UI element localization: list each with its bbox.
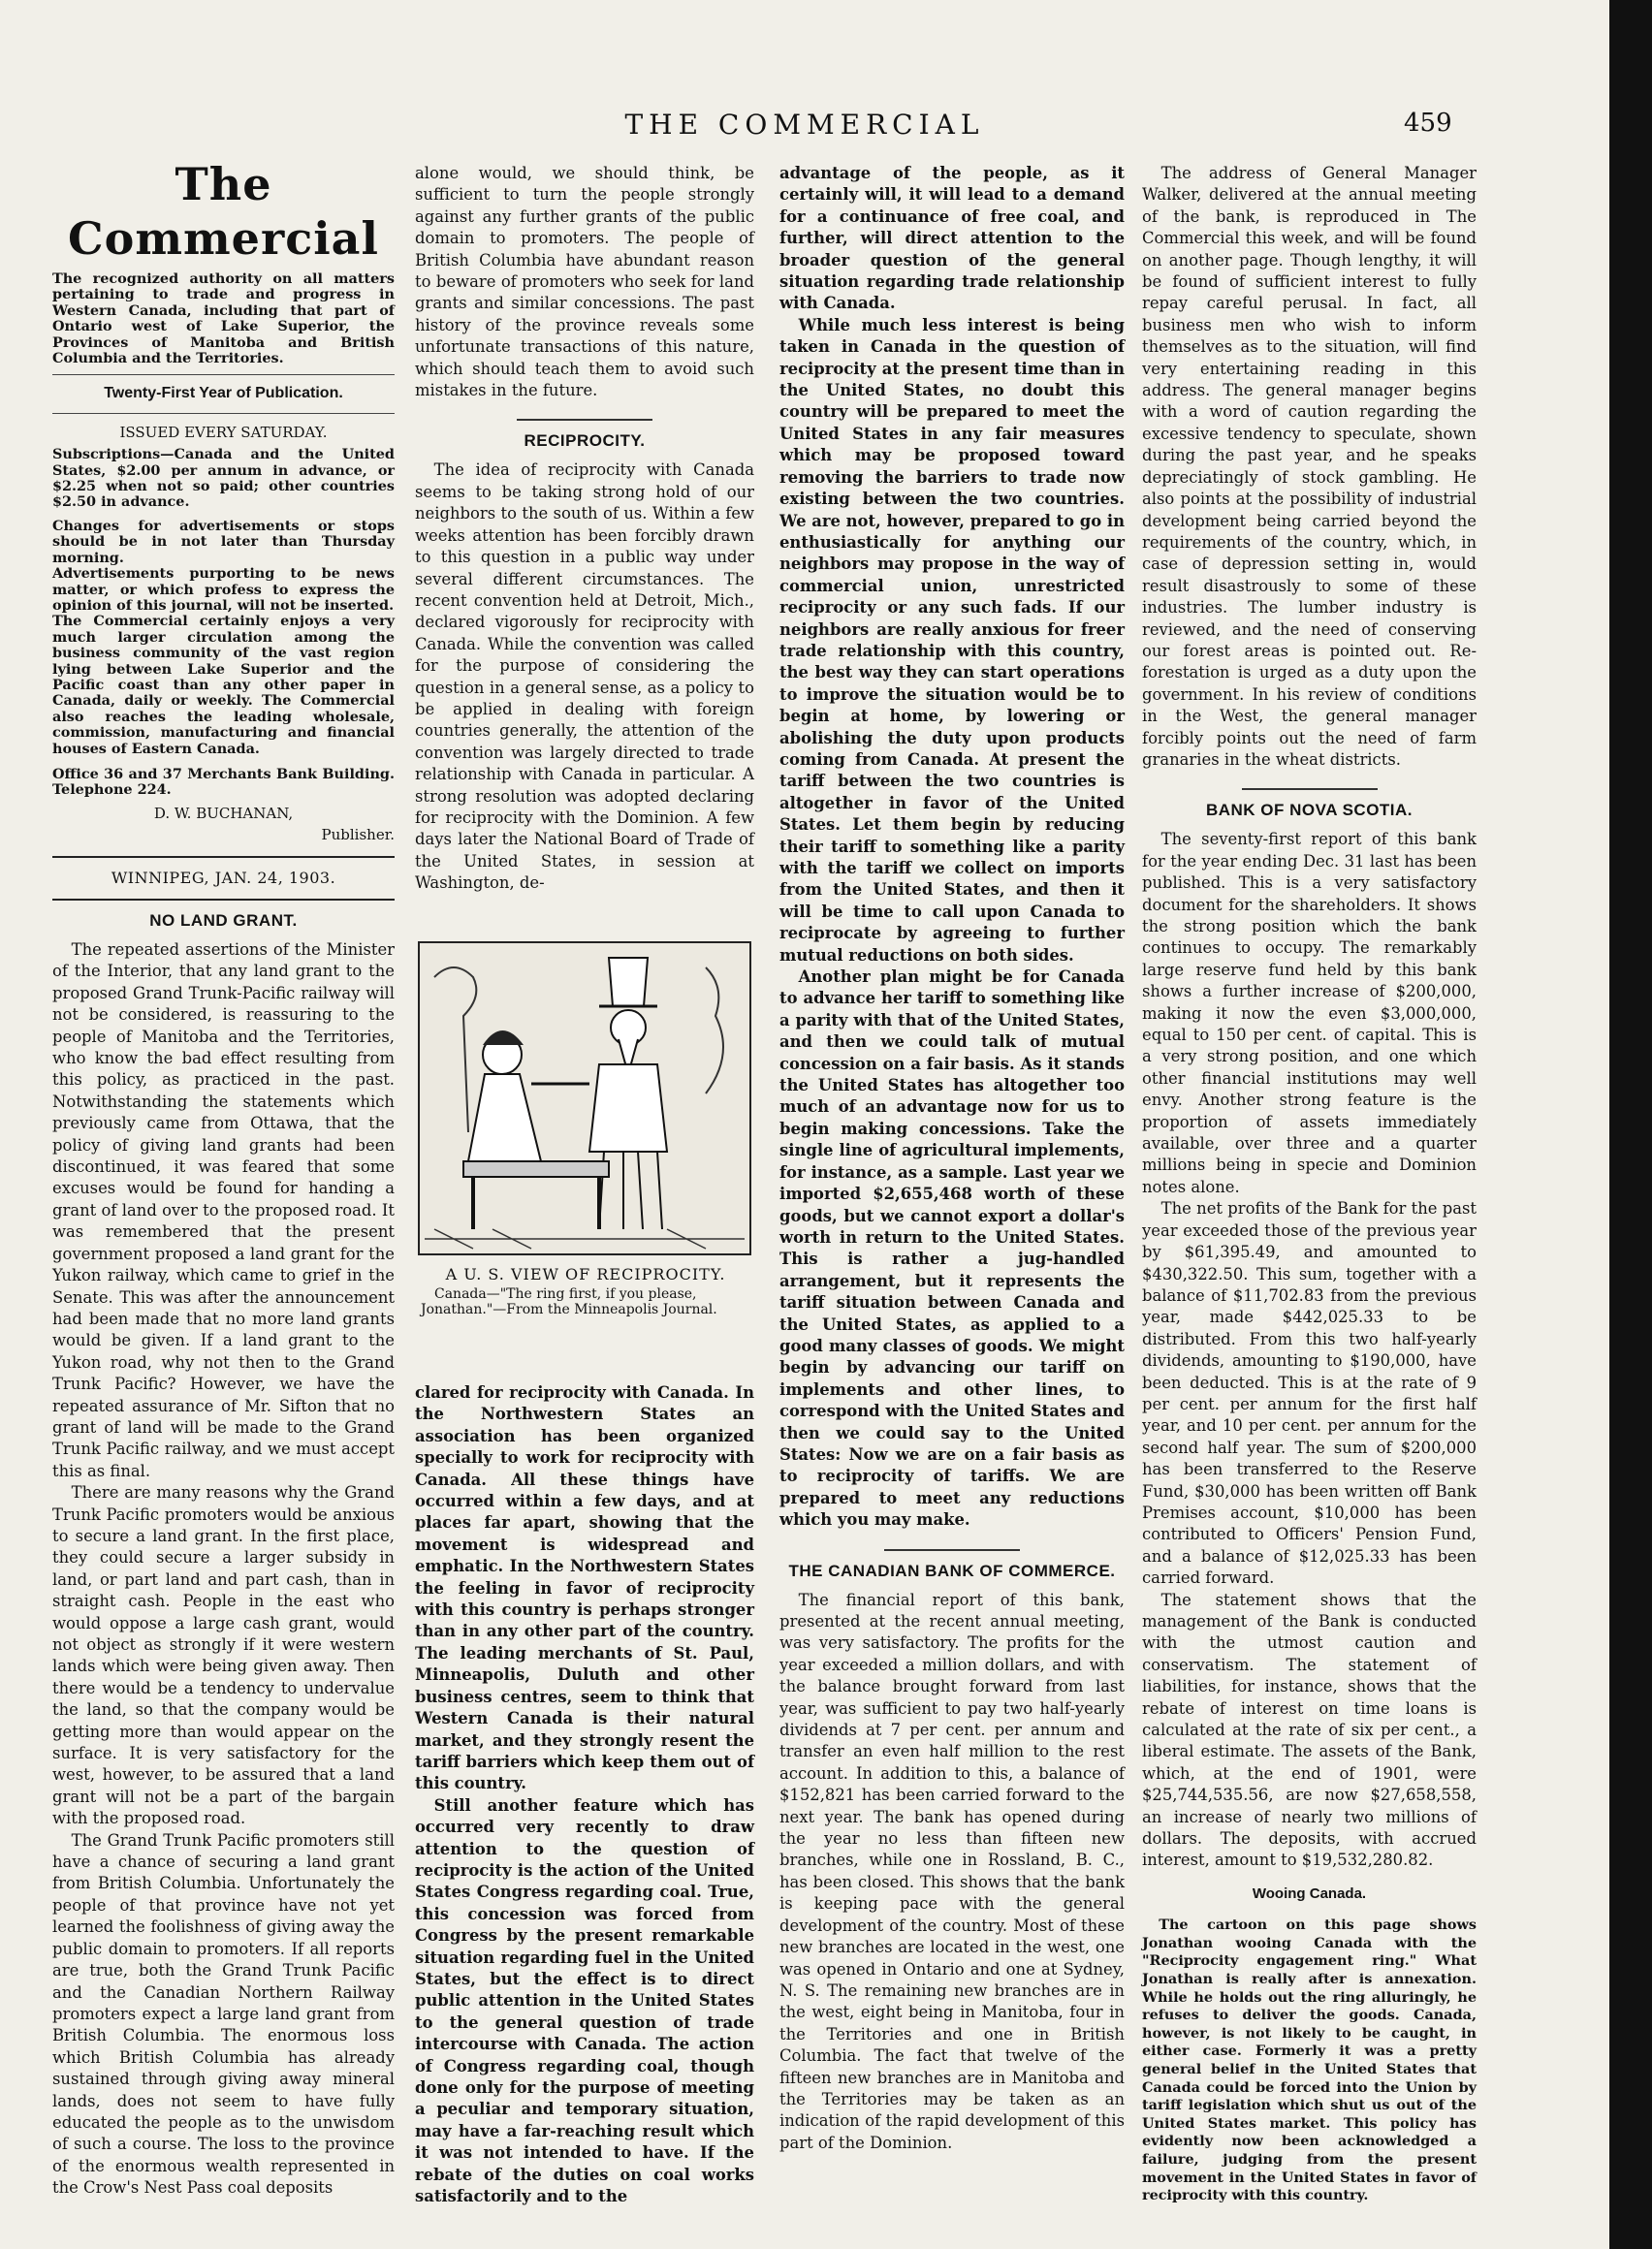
reciprocity-paragraph-3: Still another feature which has occurred very recently to draw attention to the question of reciprocity is the action of the United States Congress regarding coal. True, this concession was forced from Congress by the present remarkable situation regarding fuel in the United States, but the effect is to direct public attention in the United States to the general question of trade intercourse with Canada. The action of Congress regarding coal, though done only for the purpose of meeting a peculiar and temporary situation, may have a far-reaching result which it was not intended to have. If the rebate of the duties on coal works satisfactorily and to the xyxy=(415,1795,754,2206)
dateline: WINNIPEG, JAN. 24, 1903. xyxy=(111,868,336,887)
changes-notice: Changes for advertisements or stops should be in not later than Thursday morning. xyxy=(52,517,395,566)
nova-scotia-paragraph-2: The net profits of the Bank for the past year exceeded those of the previous year by $61,395.49, and amounted to $430,322.50. This sum, together with a balance of $11,702.83 from the previous year, made $442,025.33 to be distributed. From this two half-yearly dividends, amounting to $190,000, have been deducted. This is at the rate of 9 per cent. per annum for the first half year, and 10 per cent. per annum for the second half year. The sum of $200,000 has been transferred to the Reserve Fund, $30,000 has been written off Bank Premises account, $10,000 has been contributed to Officers' Pension Fund, and a balance of $12,025.33 has been carried forward. xyxy=(1142,1199,1477,1588)
advertisements-notice: Advertisements purporting to be news matter, or which profess to express the opinion of this journal, will not be inserted. xyxy=(52,565,395,614)
column-3 xyxy=(779,163,1125,2154)
no-land-grant-paragraph-2: There are many reasons why the Grand Trunk Pacific promoters would be anxious to secure a land grant. In the first place, they could secure a larger subsidy in land, or part land and part cash, than in straight cash. People in the east who would oppose a large cash grant, would not object as strongly if it were western lands which were being given away. Then there would be a tendency to undervalue the land, so that the company would be getting more than would appear on the surface. It is very satisfactory for the west, however, to be assured that a land grant will not be a part of the bargain with the proposed road. xyxy=(52,1483,395,1828)
divider xyxy=(52,899,395,901)
reciprocity-paragraph-4: advantage of the people, as it certainly will, it will lead to a demand for a continuance of free coal, and further, will direct attention to the broader question of the general situation regarding trade relationship with Canada. xyxy=(779,164,1125,313)
nova-scotia-paragraph-1: The seventy-first report of this bank for the year ending Dec. 31 last has been published. This is a very satisfactory document for the shareholders. It shows the strong position which the bank continues to occupy. The remarkably large reserve fund held by this bank shows a further increase of $200,000, making it now the even $3,000,000, equal to 150 per cent. of capital. This is a very strong position, and one which other financial institutions may well envy. Another strong feature is the proportion of assets immediately available, over three and a quarter millions being in specie and Dominion notes alone. xyxy=(1142,830,1477,1196)
subscriptions-notice: Subscriptions—Canada and the United States, $2.00 per annum in advance, or $2.25 when not so paid; other countries $2.50 in advance. xyxy=(52,446,395,511)
reciprocity-paragraph-6: Another plan might be for Canada to advance her tariff to something like a parity with that of the United States, and then we could talk of mutual concession on a fair basis. As it stands the United States has altogether too much of an advantage now for us to begin making concessions. Take the single line of agricultural implements, for instance, as a sample. Last year we imported $2,655,468 worth of these goods, but we cannot export a dollar's worth in return to the United States. This is rather a jug-handled arrangement, but it represents the tariff situation between Canada and the United States, as applied to a good many classes of goods. We might begin by advancing our tariff on implements and other lines, to correspond with the United States and then we could say to the United States: Now we are on a fair basis as to reciprocity of tariffs. We are prepared to meet any reductions which you may make. xyxy=(779,967,1125,1530)
divider xyxy=(517,419,652,421)
no-land-grant-paragraph-1: The repeated assertions of the Minister of the Interior, that any land grant to the proposed Grand Trunk-Pacific railway will not be considered, is reassuring to the people of Manitoba and the Territories, who know the bad effect resulting from this policy, as practiced in the past. Notwithstanding the statements which previously came from Ottawa, that the policy of giving land grants had been discontinued, it was feared that some excuses would be found for handing a grant of land over to the proposed road. It was remembered that the present government proposed a land grant for the Yukon railway, which came to grief in the Senate. This was after the announcement had been made that no more land grants would be given. If a land grant to the Yukon road, why not then to the Grand Trunk Pacific? However, we have the repeated assurance of Mr. Sifton that no grant of land will be made to the Grand Trunk Pacific railway, and we must accept this as final. xyxy=(52,940,395,1480)
cartoon-caption: Canada—"The ring first, if you please, Jonathan."—From the Minneapolis Journal. xyxy=(421,1286,717,1317)
nova-scotia-paragraph-3: The statement shows that the management of the Bank is conducted with the utmost caution and conservatism. The statement of liabilities, for instance, shows that the rebate of interest on time loans is calculated at the rate of six per cent., a liberal estimate. The assets of the Bank, which, at the end of 1901, were $25,744,535.56, are now $27,658,558, an increase of nearly two millions of dollars. The deposits, with accrued interest, amount to $19,532,280.82. xyxy=(1142,1590,1477,1870)
commerce-paragraph-2: The address of General Manager Walker, delivered at the annual meeting of the bank, is reproduced in The Commercial this week, and will be found on another page. Though lengthy, it will be found of sufficient interest to fully repay careful perusal. In fact, all business men who wish to inform themselves as to the situation, will find very entertaining reading in this address. The general manager begins with a word of caution regarding the excessive tendency to speculate, shown during the past year, and he speaks depreciatingly of stock gambling. He also points at the possibility of industrial development being carried beyond the requirements of the country, which, in case of depression setting in, would result disastrously to some of these industries. The lumber industry is reviewed, and the need of conserving our forest areas is pointed out. Re-forestation is urged as a duty upon the government. In his review of conditions in the West, the general manager forcibly points out the need of farm granaries in the wheat districts. xyxy=(1142,164,1477,769)
commerce-paragraph-1: The financial report of this bank, presented at the recent annual meeting, was very satisfactory. The profits for the year exceeded a million dollars, and with the balance brought forward from last year, was sufficient to pay two half-yearly dividends at 7 per cent. per annum and transfer an even half million to the rest account. In addition to this, a balance of $152,821 has been carried forward to the next year. The bank has opened during the year no less than fifteen new branches, while one in Rossland, B. C., has been closed. This shows that the bank is keeping pace with the general development of the country. Most of these new branches are located in the west, one was opened in Ontario and one at Sydney, N. S. The remaining new branches are in the west, eight being in Manitoba, four in the Territories and one in British Columbia. The fact that twelve of the fifteen new branches are in Manitoba and the Territories may be taken as an indication of the rapid development of this part of the Dominion. xyxy=(779,1590,1125,2152)
scan-border xyxy=(1609,0,1652,2249)
column-1 xyxy=(52,145,395,2200)
page-number: 459 xyxy=(1404,109,1452,138)
masthead-title: The Commercial xyxy=(68,158,379,265)
divider xyxy=(52,413,395,414)
wooing-heading: Wooing Canada. xyxy=(1252,1885,1367,1902)
cartoon-title: A U. S. VIEW OF RECIPROCITY. xyxy=(445,1265,726,1283)
no-land-grant-paragraph-4: alone would, we should think, be sufficient to turn the people strongly against any further grants of the public domain to promoters. The people of British Columbia have abundant reason to beware of promoters who seek for land grants and similar concessions. The past history of the province reveals some unfortunate transactions of this nature, which should teach them to avoid such mistakes in the future. xyxy=(415,164,754,400)
masthead-description: The recognized authority on all matters pertaining to trade and progress in Western Canada, including that part of Ontario west of Lake Superior, the Provinces of Manitoba and British Columbia and the Territories. xyxy=(52,270,395,367)
wooing-paragraph-1: The cartoon on this page shows Jonathan wooing Canada with the "Reciprocity engagement ring." What Jonathan is really after is annexation. While he holds out the ring alluringly, he refuses to deliver the goods. Canada, however, is not likely to be caught, in either case. Formerly it was a pretty general belief in the United States that Canada could be forced into the Union by tariff legislation which shut us out of the United States market. This policy has evidently now been acknowledged a failure, judging from the present movement in the United States in favor of reciprocity with this country. xyxy=(1142,1916,1477,2204)
cartoon-caption-block xyxy=(421,1266,750,1317)
commerce-heading: THE CANADIAN BANK OF COMMERCE. xyxy=(788,1561,1116,1580)
reciprocity-paragraph-1: The idea of reciprocity with Canada seems to be taking strong hold of our neighbors to the south of us. Within a few weeks attention has been forcibly drawn to this question in a public way under several different circumstances. The recent convention held at Detroit, Mich., declared vigorously for reciprocity with Canada. While the convention was called for the purpose of considering the question in a general sense, as a policy to be applied in dealing with foreign countries generally, the attention of the convention was largely directed to trade relationship with Canada in particular. A strong resolution was adopted declaring for reciprocity with the Dominion. A few days later the National Board of Trade of the United States, in session at Washington, de- xyxy=(415,460,754,893)
no-land-grant-heading: NO LAND GRANT. xyxy=(149,911,298,930)
divider xyxy=(52,856,395,858)
circulation-notice: The Commercial certainly enjoys a very much larger circulation among the business community of the vast region lying between Lake Superior and the Pacific coast than any other paper in Canada, daily or weekly. The Commercial also reaches the leading wholesale, commission, manufacturing and financial houses of Eastern Canada. xyxy=(52,613,395,757)
year-of-publication: Twenty-First Year of Publication. xyxy=(104,385,343,402)
nova-scotia-heading: BANK OF NOVA SCOTIA. xyxy=(1205,801,1414,820)
reciprocity-cartoon xyxy=(415,938,754,1258)
publisher-title: Publisher. xyxy=(321,826,395,844)
reciprocity-paragraph-2: clared for reciprocity with Canada. In the Northwestern States an association has been organized specially to work for reciprocity with Canada. All these things have occurred within a few days, and at places far apart, showing that the movement is widespread and emphatic. In the Northwestern States the feeling in favor of reciprocity with this country is perhaps stronger than in any other part of the country. The leading merchants of St. Paul, Minneapolis, Duluth and other business centres, seem to think that Western Canada is their natural market, and they strongly resent the tariff barriers which keep them out of this country. xyxy=(415,1383,754,1793)
column-2-lower xyxy=(415,1382,754,2207)
divider xyxy=(52,374,395,375)
column-4 xyxy=(1142,163,1477,2205)
issued-notice: ISSUED EVERY SATURDAY. xyxy=(119,423,328,441)
reciprocity-paragraph-5: While much less interest is being taken in Canada in the question of reciprocity at the present time than in the United States, no doubt this country will be prepared to meet the United States in any fair measures which may be proposed toward removing the barriers to trade now existing between the two countries. We are not, however, prepared to go in enthusiastically for anything our neighbors may propose in the way of commercial union, unrestricted reciprocity or any such fads. If our neighbors are really anxious for freer trade relationship with this country, the best way they can start operations to improve the situation would be to begin at home, by lowering or abolishing the duty upon products coming from Canada. At present the tariff between the two countries is altogether in favor of the United States. Let them begin by reducing their tariff to something like a parity with the tariff we collect on imports from the United States, and then it will be time to call upon Canada to reciprocate by agreeing to further mutual reductions on both sides. xyxy=(779,315,1125,965)
column-2 xyxy=(415,163,754,895)
no-land-grant-paragraph-3: The Grand Trunk Pacific promoters still have a chance of securing a land grant from British Columbia. Unfortunately the people of that province have not yet learned the foolishness of giving away the public domain to promoters. If all reports are true, both the Grand Trunk Pacific and the Canadian Northern Railway promoters expect a large land grant from British Columbia. The enormous loss which British Columbia has already sustained through giving away mineral lands, does not seem to have fully educated the people as to the unwisdom of such a course. The loss to the province of the enormous wealth represented in the Crow's Nest Pass coal deposits xyxy=(52,1830,395,2198)
publisher-name: D. W. BUCHANAN, xyxy=(153,804,294,822)
reciprocity-heading: RECIPROCITY. xyxy=(524,431,646,451)
running-head: THE COMMERCIAL xyxy=(624,109,985,141)
divider xyxy=(1242,788,1378,790)
office-address: Office 36 and 37 Merchants Bank Building. Telephone 224. xyxy=(52,765,395,799)
divider xyxy=(884,1549,1020,1551)
